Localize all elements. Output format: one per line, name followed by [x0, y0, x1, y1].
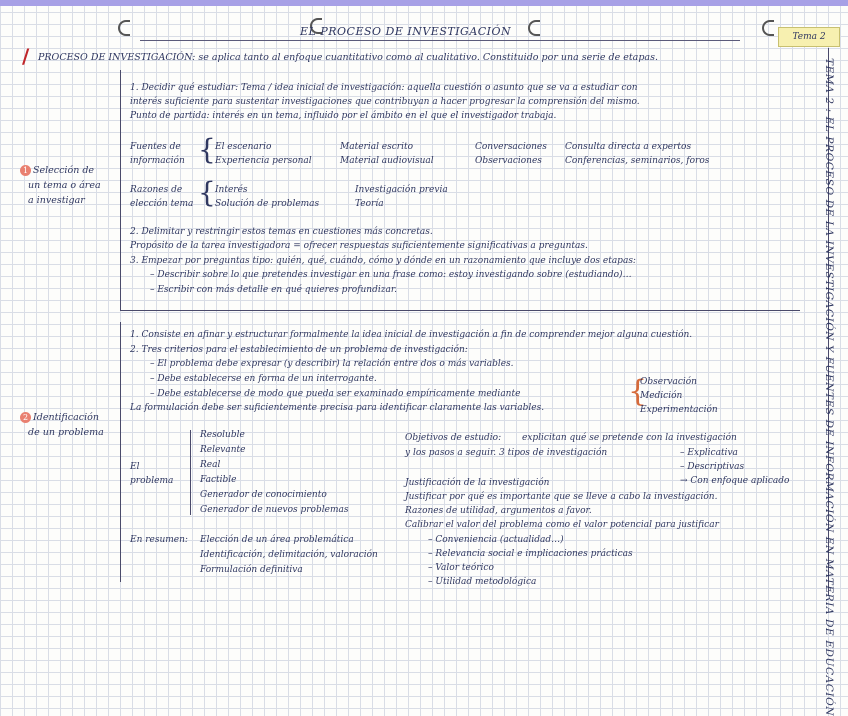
- razon-item: Teoría: [355, 199, 384, 209]
- justif-title: Justificación de la investigación: [405, 478, 550, 488]
- objetivos-title: Objetivos de estudio:: [405, 433, 502, 443]
- fuente-item: Material audiovisual: [340, 156, 434, 166]
- section1-left-line: [120, 70, 121, 310]
- title-underline: [140, 40, 740, 41]
- resumen-label: En resumen:: [130, 535, 188, 545]
- binder-ring: [762, 20, 774, 36]
- section1-label-line3: a investigar: [28, 195, 85, 206]
- resumen-item: Identificación, delimitación, valoración: [200, 550, 378, 560]
- s2-crit-a: – El problema debe expresar (y describir) la relación entre dos o más variables.: [150, 359, 514, 369]
- resumen-item: Formulación definitiva: [200, 565, 303, 575]
- razones-label-line2: elección tema: [130, 199, 194, 209]
- problema-label-line2: problema: [130, 476, 174, 486]
- binder-ring: [118, 20, 130, 36]
- top-edge: [0, 0, 848, 6]
- s1-item1-b: interés suficiente para sustentar investigaciones que contribuyan a hacer progresar la comprensión del mismo.: [130, 97, 640, 107]
- razon-item: Solución de problemas: [215, 199, 320, 209]
- valor-item: – Relevancia social e implicaciones prácticas: [428, 549, 633, 559]
- razon-item: Investigación previa: [355, 185, 448, 195]
- orange-brace: {: [628, 374, 648, 409]
- s2-crit-c: – Debe establecerse de modo que pueda ser examinado empíricamente mediante: [150, 389, 521, 399]
- tipo-item: – Explicativa: [680, 448, 738, 458]
- brace: {: [198, 176, 216, 209]
- red-bracket-mark: /: [22, 44, 30, 68]
- brace: {: [198, 133, 216, 166]
- s1-item3-a: – Describir sobre lo que pretendes investigar en una frase como: estoy investigando sobre (estudiando)…: [150, 270, 632, 280]
- justif-3: Calibrar el valor del problema como el valor potencial para justificar: [405, 520, 719, 530]
- metodo-item: Observación: [640, 377, 697, 387]
- objetivos-text: explicitan qué se pretende con la investigación: [522, 433, 737, 443]
- s2-item2: 2. Tres criterios para el establecimiento de un problema de investigación:: [130, 345, 468, 355]
- fuentes-label-line2: información: [130, 156, 185, 166]
- valor-item: – Valor teórico: [428, 563, 494, 573]
- problema-label: El: [130, 462, 140, 472]
- section2-number: 2: [20, 412, 31, 423]
- s2-item1: 1. Consiste en afinar y estructurar formalmente la idea inicial de investigación a fin de comprender mejor alguna cuestión.: [130, 330, 693, 340]
- problema-item: Real: [200, 460, 221, 470]
- s2-formulacion: La formulación debe ser suficientemente precisa para identificar claramente las variables.: [130, 403, 545, 413]
- intro-text: PROCESO DE INVESTIGACIÓN: se aplica tanto al enfoque cuantitativo como al cualitativo. Constituido por una serie de etapas.: [38, 52, 658, 63]
- justif-1: Justificar por qué es importante que se lleve a cabo la investigación.: [405, 492, 718, 502]
- tema-label: Tema 2: [778, 27, 840, 47]
- page-title: EL PROCESO DE INVESTIGACIÓN: [300, 25, 512, 38]
- valor-item: – Conveniencia (actualidad…): [428, 535, 564, 545]
- section1-number: 1: [20, 165, 31, 176]
- s1-item3-b: – Escribir con más detalle en qué quieres profundizar.: [150, 285, 398, 295]
- resumen-item: Elección de un área problemática: [200, 535, 354, 545]
- problema-item: Generador de nuevos problemas: [200, 505, 349, 515]
- fuentes-label: Fuentes de: [130, 142, 181, 152]
- section1-bottom-line: [120, 310, 800, 311]
- problema-item: Relevante: [200, 445, 246, 455]
- fuente-item: Experiencia personal: [215, 156, 312, 166]
- section2-left-line: [120, 322, 121, 582]
- metodo-item: Experimentación: [640, 405, 718, 415]
- metodo-item: Medición: [640, 391, 683, 401]
- s1-item2: 2. Delimitar y restringir estos temas en cuestiones más concretas.: [130, 227, 433, 237]
- tipo-item: → Con enfoque aplicado: [680, 476, 790, 486]
- section2-label: 2 Identificación: [20, 412, 99, 423]
- fuente-item: El escenario: [215, 142, 272, 152]
- s1-proposito: Propósito de la tarea investigadora = ofrecer respuestas suficientemente significativas a preguntas.: [130, 241, 588, 251]
- fuente-item: Consulta directa a expertos: [565, 142, 692, 152]
- fuente-item: Observaciones: [475, 156, 542, 166]
- section1-label: 1 Selección de: [20, 165, 94, 176]
- s1-item3: 3. Empezar por preguntas tipo: quién, qué, cuándo, cómo y dónde en un razonamiento que incluye dos etapas:: [130, 256, 636, 266]
- tipo-item: – Descriptivas: [680, 462, 745, 472]
- problema-item: Factible: [200, 475, 237, 485]
- problema-item: Resoluble: [200, 430, 245, 440]
- razones-label: Razones de: [130, 185, 183, 195]
- binder-ring: [528, 20, 540, 36]
- justif-2: Razones de utilidad, argumentos a favor.: [405, 506, 592, 516]
- valor-item: – Utilidad metodológica: [428, 577, 537, 587]
- s1-item1-a: 1. Decidir qué estudiar: Tema / idea inicial de investigación: aquella cuestión o asunto que se va a estudiar con: [130, 83, 638, 93]
- problema-item: Generador de conocimiento: [200, 490, 327, 500]
- problema-brace-line: [190, 430, 191, 515]
- s1-item1-c: Punto de partida: interés en un tema, influido por el ámbito en el que el investigador trabaja.: [130, 111, 557, 121]
- objetivos-text2: y los pasos a seguir. 3 tipos de investigación: [405, 448, 608, 458]
- s2-crit-b: – Debe establecerse en forma de un interrogante.: [150, 374, 377, 384]
- fuente-item: Material escrito: [340, 142, 414, 152]
- side-title: TEMA 2 : EL PROCESO DE LA INVESTIGACIÓN Y FUENTES DE INFORMACIÓN EN MATERIA DE EDUCACIÓN: [823, 58, 835, 716]
- razon-item: Interés: [215, 185, 248, 195]
- fuente-item: Conferencias, seminarios, foros: [565, 156, 710, 166]
- section2-label-line2: de un problema: [28, 427, 104, 438]
- section1-label-line2: un tema o área: [28, 180, 101, 191]
- fuente-item: Conversaciones: [475, 142, 547, 152]
